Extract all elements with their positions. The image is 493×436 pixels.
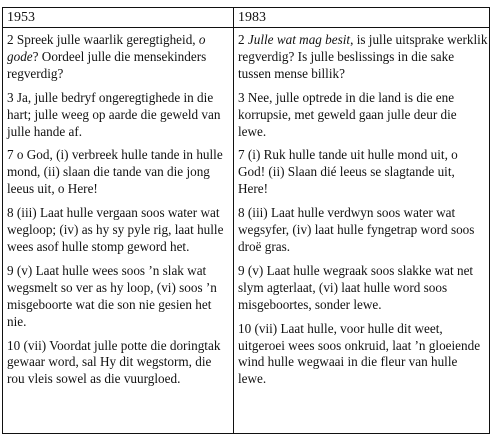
right-verse-2 bbox=[238, 90, 488, 141]
verse-text: 7 (i) Ruk hulle tande uit hulle mond uit, o God! (ii) Slaan dié leeus se slagtande uit, Here! bbox=[238, 147, 458, 197]
verse-text: 3 Ja, julle bedryf ongeregtighede in die hart; julle weeg op aarde die geweld van julle hande af. bbox=[7, 89, 221, 139]
verse-text: 9 (v) Laat hulle wees soos ’n slak wat wegsmelt so ver as hy loop, (vi) soos ’n misgeboorte wat die son nie gesien het nie. bbox=[7, 262, 217, 329]
column-divider bbox=[233, 8, 234, 433]
italic-text: o gode bbox=[7, 32, 206, 64]
verse-text: 8 (iii) Laat hulle verdwyn soos water wat wegsyfer, (iv) laat hulle fyngetrap word soos droë gras. bbox=[238, 205, 475, 254]
column-1983 bbox=[238, 32, 488, 395]
left-verse-3 bbox=[7, 147, 231, 198]
left-verse-1 bbox=[7, 32, 231, 83]
column-1953 bbox=[7, 32, 231, 395]
header-1953: 1953 bbox=[7, 10, 35, 25]
verse-text: 9 (v) Laat hulle wegraak soos slakke wat net slym agterlaat, (vi) laat hulle word soos misgeboortes, sonder lewe. bbox=[238, 262, 474, 312]
right-verse-1 bbox=[238, 32, 488, 83]
verse-text: 7 o God, (i) verbreek hulle tande in hulle mond, (ii) slaan die tande van die jong leeus uit, o Here! bbox=[7, 147, 223, 197]
verse-text: 10 (vii) Voordat julle potte die doringtak gewaar word, sal Hy dit wegstorm, die rou vleis sowel as die vuurgloed. bbox=[7, 337, 221, 387]
verse-text: 8 (iii) Laat hulle vergaan soos water wat wegloop; (iv) as hy sy pyle rig, laat hulle wees asof hulle stomp geword het. bbox=[7, 205, 224, 254]
right-verse-3 bbox=[238, 147, 488, 198]
right-verse-5 bbox=[238, 263, 488, 314]
verse-text: 10 (vii) Laat hulle, voor hulle dit weet, uitgeroei wees soos onkruid, laat ’n gloeiende wind hulle wegwaai in die fleur van hulle lewe. bbox=[238, 320, 481, 387]
verse-text: 3 Nee, julle optrede in die land is die ene korrupsie, met geweld gaan julle deur die lewe. bbox=[238, 89, 457, 139]
left-verse-4 bbox=[7, 205, 231, 256]
left-verse-5 bbox=[7, 263, 231, 331]
italic-text: Julle wat mag besit bbox=[247, 32, 351, 47]
header-1983: 1983 bbox=[238, 10, 266, 25]
verse-text: ? Oordeel julle die mensekinders regverdig? bbox=[7, 48, 207, 81]
comparison-table bbox=[2, 7, 490, 434]
verse-text: 2 Spreek julle waarlik geregtigheid, bbox=[7, 32, 199, 47]
verse-text: , is julle uitsprake werklik regverdig? Is julle beslissings in die sake tussen mense billik? bbox=[238, 32, 488, 81]
right-verse-6 bbox=[238, 321, 488, 389]
header-divider bbox=[3, 27, 489, 28]
verse-text: 2 bbox=[238, 32, 248, 47]
left-verse-2 bbox=[7, 90, 231, 141]
left-verse-6 bbox=[7, 338, 231, 389]
right-verse-4 bbox=[238, 205, 488, 256]
